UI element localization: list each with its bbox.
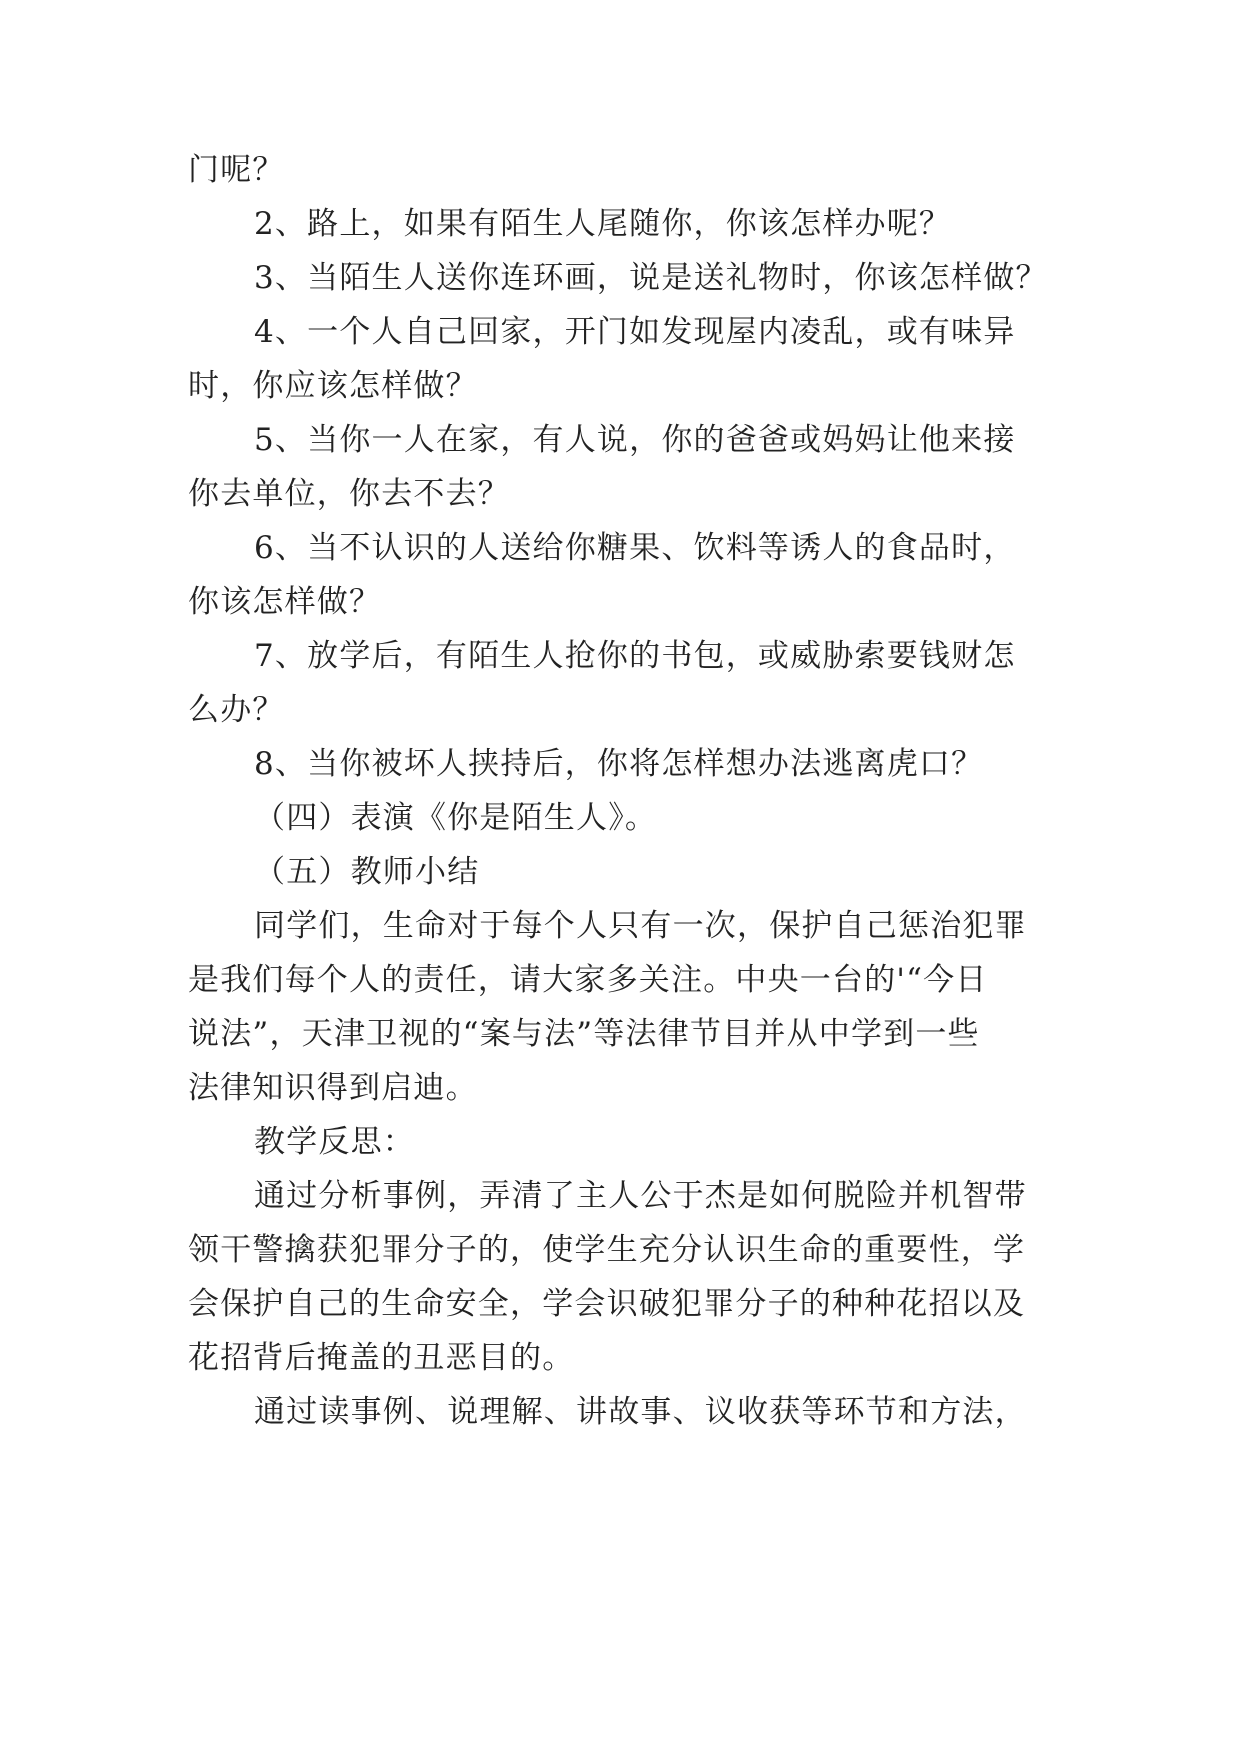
- text-line: 通过读事例、说理解、讲故事、议收获等环节和方法，: [254, 1394, 1027, 1430]
- text-line: 7、放学后，有陌生人抢你的书包，或威胁索要钱财怎: [254, 638, 1016, 674]
- text-line: 说法”，天津卫视的“案与法”等法律节目并从中学到一些: [188, 1016, 980, 1052]
- text-line: 同学们，生命对于每个人只有一次，保护自己惩治犯罪: [254, 908, 1027, 944]
- text-line: 4、一个人自己回家，开门如发现屋内凌乱，或有味异: [254, 314, 1016, 350]
- section-heading: 教学反思：: [254, 1124, 415, 1160]
- text-line: 通过分析事例，弄清了主人公于杰是如何脱险并机智带: [254, 1178, 1027, 1214]
- text-line: 时，你应该怎样做？: [188, 368, 478, 404]
- text-line: 3、当陌生人送你连环画，说是送礼物时，你该怎样做？: [254, 260, 1048, 296]
- text-line: 是我们每个人的责任，请大家多关注。中央一台的'“今日: [188, 962, 988, 998]
- text-line: 领干警擒获犯罪分子的，使学生充分认识生命的重要性，学: [188, 1232, 1026, 1268]
- text-line: 门呢？: [188, 152, 285, 188]
- text-line: 会保护自己的生命安全，学会识破犯罪分子的种种花招以及: [188, 1286, 1026, 1322]
- text-line: 花招背后掩盖的丑恶目的。: [188, 1340, 575, 1376]
- section-heading: （四）表演《你是陌生人》。: [254, 800, 658, 836]
- text-line: 么办？: [188, 692, 285, 728]
- text-line: 你该怎样做？: [188, 584, 382, 620]
- text-line: 8、当你被坏人挟持后，你将怎样想办法逃离虎口？: [254, 746, 984, 782]
- text-line: 2、路上，如果有陌生人尾随你，你该怎样办呢？: [254, 206, 952, 242]
- text-line: 你去单位，你去不去？: [188, 476, 510, 512]
- text-line: 5、当你一人在家，有人说，你的爸爸或妈妈让他来接: [254, 422, 1016, 458]
- text-line: 6、当不认识的人送给你糖果、饮料等诱人的食品时，: [254, 530, 1016, 566]
- text-line: 法律知识得到启迪。: [188, 1070, 478, 1106]
- section-heading: （五）教师小结: [254, 854, 480, 890]
